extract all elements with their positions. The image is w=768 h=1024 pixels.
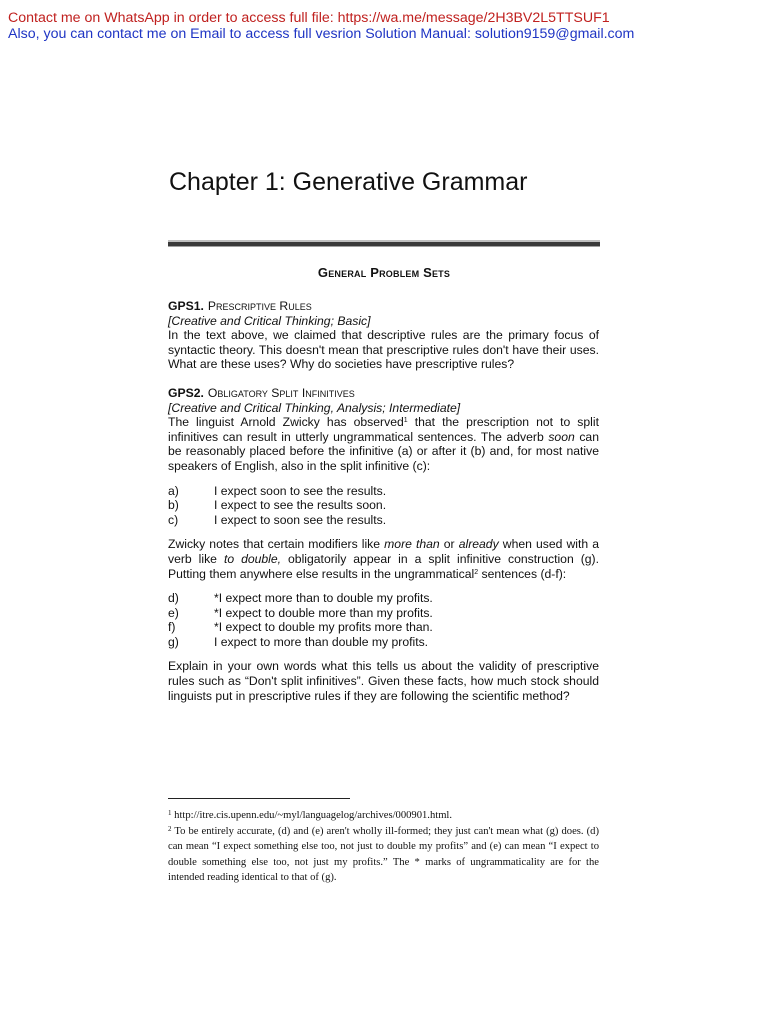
example-item: g) I expect to more than double my profits. <box>168 634 429 649</box>
footnote-ref[interactable]: 2 <box>474 568 479 576</box>
example-item: b) I expect to see the results soon. <box>168 498 387 513</box>
problem-heading <box>168 386 599 401</box>
example-item: f) *I expect to double my profits more than. <box>168 620 433 635</box>
section-heading: General Problem Sets <box>317 265 451 280</box>
email-contact-banner: Also, you can contact me on Email to access full vesrion Solution Manual: solution9159@gmail.com <box>8 26 635 42</box>
footnote-1: $^1$ http://itre.cis.upenn.edu/~myl/languagelog/archives/000901.html. <box>168 809 453 821</box>
footnote-ref[interactable]: 1 <box>403 417 408 425</box>
problem-title: Obligatory Split Infinitives <box>207 385 355 400</box>
problem-tag: [Creative and Critical Thinking, Analysis; Intermediate] <box>168 400 461 415</box>
problem-paragraph-3: Explain in your own words what this tells us about the validity of prescriptive rules such as “Don't split infinitives”. Given these facts, how much stock should linguists put in prescriptive rules if they are following the scientific method? <box>168 659 599 703</box>
problem-title: Prescriptive Rules <box>207 299 312 313</box>
problem-gps2 <box>168 386 599 703</box>
footnotes <box>168 808 599 886</box>
problem-number: GPS1. <box>168 299 204 313</box>
problem-paragraph-2: Zwicky notes that certain modifiers like more than or already when used with a verb like to double, obligatorily appear in a split infinitive construction (g). Putting them anywhere else results in the ungrammatical$^2$ sentences (d-f): <box>168 537 600 581</box>
footnote-divider <box>168 798 350 799</box>
chapter-title: Chapter 1: Generative Grammar <box>169 168 528 196</box>
problem-sets <box>168 299 599 703</box>
problem-number: GPS2. <box>168 385 204 400</box>
problem-body: In the text above, we claimed that descriptive rules are the primary focus of syntactic theory. This doesn't mean that prescriptive rules don't have their uses. What are these uses? Why do societies have prescriptive rules? <box>168 328 599 372</box>
problem-gps1 <box>168 299 599 372</box>
problem-heading <box>168 299 599 314</box>
footnote-2: $^2$ To be entirely accurate, (d) and (e) aren't wholly ill-formed; they just can't mean what (g) does. (d) can mean “I expect something else too, not just to double my profits” and (e) can mean “I expect to double something else too, not just my profits.” The * marks of ungrammaticality are for the intended reading identical to that of (g). <box>168 824 599 883</box>
example-list-2 <box>168 591 599 649</box>
example-item: d) *I expect more than to double my profits. <box>168 591 433 606</box>
problem-paragraph-1: The linguist Arnold Zwicky has observed$^1$ that the prescription not to split infinitives can result in utterly ungrammatical sentences. The adverb soon can be reasonably placed before the infinitive (a) or after it (b) and, for most native speakers of English, also in the split infinitive (c): <box>168 415 599 473</box>
example-item: e) *I expect to double more than my profits. <box>168 605 433 620</box>
problem-tag: [Creative and Critical Thinking; Basic] <box>168 313 371 328</box>
title-divider <box>168 240 600 247</box>
whatsapp-contact-banner: Contact me on WhatsApp in order to access full file: https://wa.me/message/2H3BV2L5TTSUF1 <box>8 10 610 26</box>
example-item: a) I expect soon to see the results. <box>168 483 387 498</box>
example-list-1 <box>168 484 599 528</box>
example-item: c) I expect to soon see the results. <box>168 512 387 527</box>
